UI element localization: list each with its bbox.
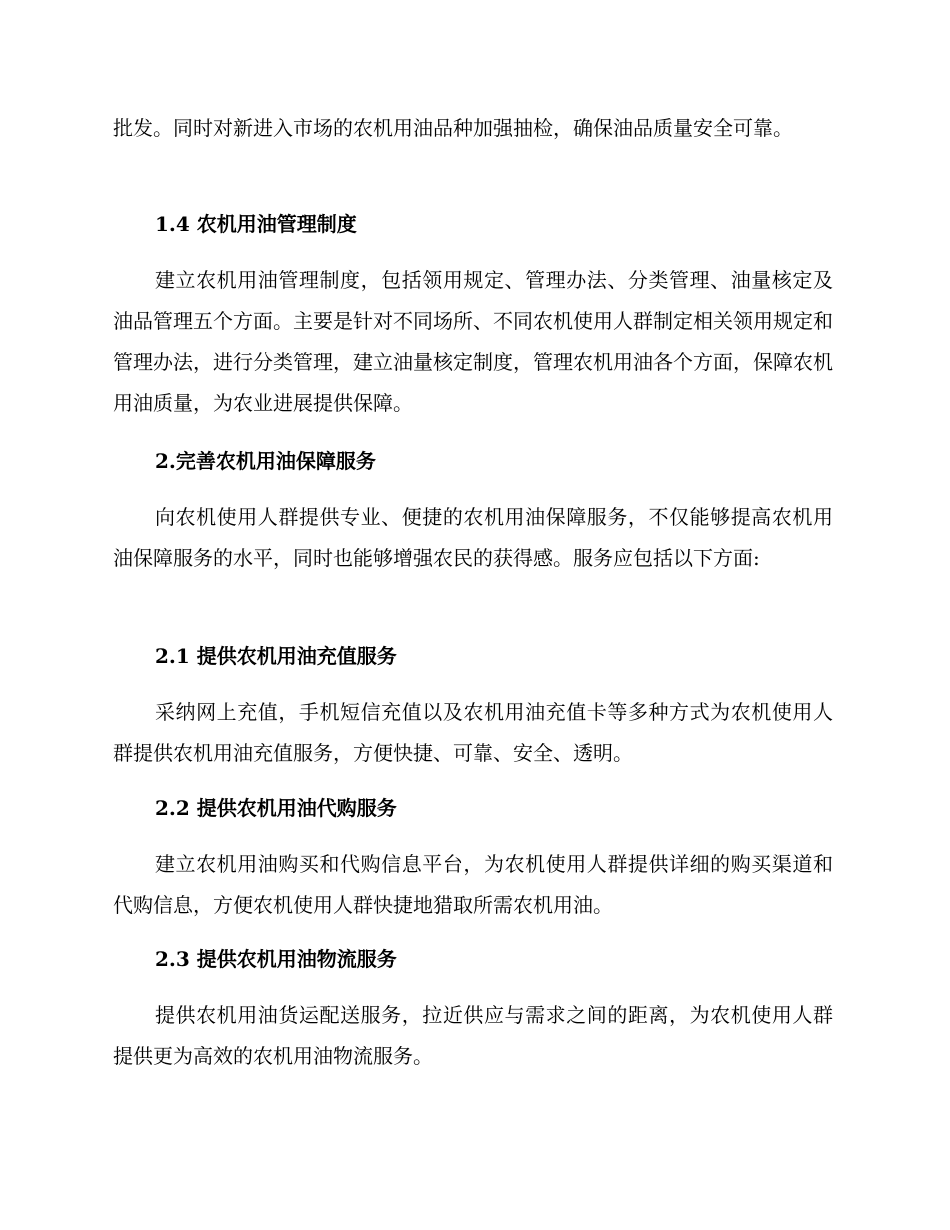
paragraph-continued: 批发。同时对新进入市场的农机用油品种加强抽检，确保油品质量安全可靠。 [113,116,793,140]
paragraph-2: 向农机使用人群提供专业、便捷的农机用油保障服务，不仅能够提高农机用油保障服务的水平，同时也能够增强农民的获得感。服务应包括以下方面: [113,505,833,570]
heading-2-1: 2.1 提供农机用油充值服务 [155,644,397,668]
paragraph-1-4: 建立农机用油管理制度，包括领用规定、管理办法、分类管理、油量核定及油品管理五个方面。主要是针对不同场所、不同农机使用人群制定相关领用规定和管理办法，进行分类管理，建立油量核定制度，管理农机用油各个方面，保障农机用油质量，为农业进展提供保障。 [113,268,833,415]
heading-2-2: 2.2 提供农机用油代购服务 [155,796,397,820]
paragraph-2-3: 提供农机用油货运配送服务，拉近供应与需求之间的距离，为农机使用人群提供更为高效的农机用油物流服务。 [113,1003,833,1068]
heading-2-3: 2.3 提供农机用油物流服务 [155,947,397,971]
paragraph-2-1: 采纳网上充值，手机短信充值以及农机用油充值卡等多种方式为农机使用人群提供农机用油充值服务，方便快捷、可靠、安全、透明。 [113,700,833,765]
paragraph-2-2: 建立农机用油购买和代购信息平台，为农机使用人群提供详细的购买渠道和代购信息，方便农机使用人群快捷地猎取所需农机用油。 [113,852,833,917]
heading-1-4: 1.4 农机用油管理制度 [155,212,357,236]
heading-2: 2.完善农机用油保障服务 [155,449,376,473]
